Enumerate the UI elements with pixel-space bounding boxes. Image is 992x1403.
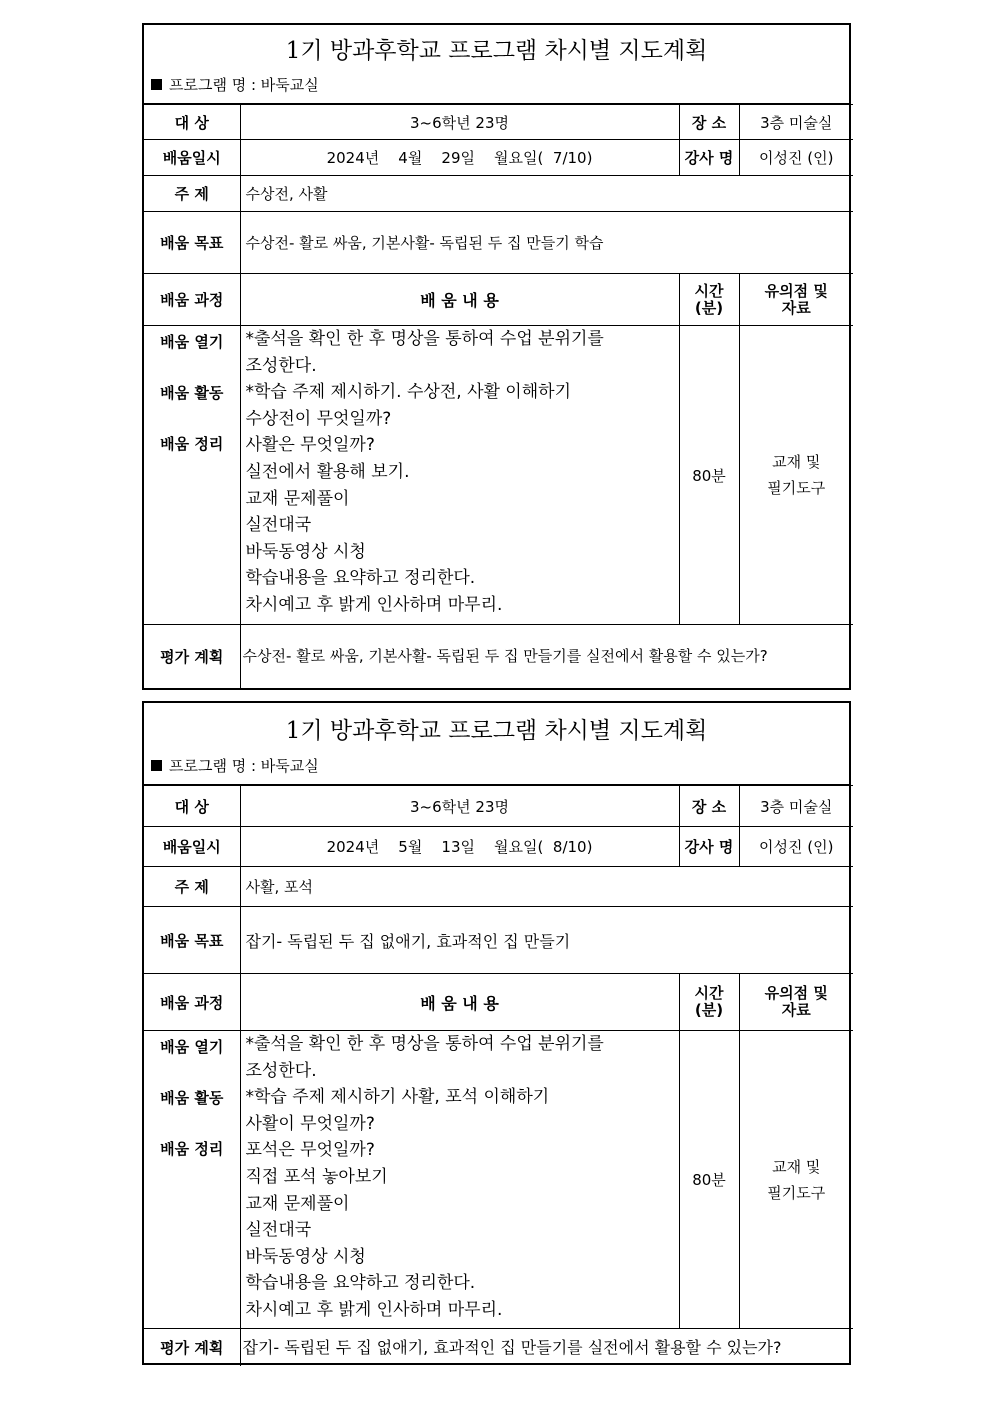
content-line: 실전대국 bbox=[245, 515, 312, 536]
materials bbox=[739, 326, 853, 625]
lesson-plan-2 bbox=[142, 701, 851, 1365]
time-header bbox=[679, 274, 739, 326]
step-labels bbox=[144, 1031, 240, 1329]
process-label: 배움 과정 bbox=[144, 274, 240, 326]
plan-header bbox=[144, 703, 849, 785]
content-line: 학습내용을 요약하고 정리한다. bbox=[245, 568, 476, 589]
eval-value: 수상전- 활로 싸움, 기본사활- 독립된 두 집 만들기를 실전에서 활용할 수 있는가? bbox=[240, 625, 853, 689]
content-line: 조성한다. bbox=[245, 1060, 317, 1081]
content-line: 바둑동영상 시청 bbox=[245, 541, 366, 562]
eval-label: 평가 계획 bbox=[144, 1329, 240, 1366]
goal-value: 잡기- 독립된 두 집 없애기, 효과적인 집 만들기 bbox=[240, 907, 853, 974]
step-opening: 배움 열기 bbox=[160, 333, 224, 351]
time-header-line2: (분) bbox=[694, 1001, 724, 1019]
target-value: 3~6학년 23명 bbox=[240, 786, 679, 827]
content-line: 직접 포석 놓아보기 bbox=[245, 1166, 388, 1187]
program-name bbox=[151, 755, 319, 776]
materials-line1: 교재 및 bbox=[772, 1157, 821, 1176]
content-line: 바둑동영상 시청 bbox=[245, 1246, 366, 1267]
date-value: 2024년 5월 13일 월요일( 8/10) bbox=[240, 827, 679, 867]
process-label: 배움 과정 bbox=[144, 974, 240, 1031]
eval-value: 잡기- 독립된 두 집 없애기, 효과적인 집 만들기를 실전에서 활용할 수 있는가? bbox=[240, 1329, 853, 1366]
content-line: 차시예고 후 밝게 인사하며 마무리. bbox=[245, 594, 503, 615]
notes-header-line1: 유의점 및 bbox=[764, 281, 828, 300]
time-header-line1: 시간 bbox=[694, 984, 724, 1002]
plan-table bbox=[144, 104, 853, 689]
content-line: 교재 문제풀이 bbox=[245, 488, 350, 509]
goal-label: 배움 목표 bbox=[144, 907, 240, 974]
content-line: *출석을 확인 한 후 명상을 통하여 수업 분위기를 bbox=[245, 1034, 604, 1054]
teacher-value: 이성진 (인) bbox=[739, 827, 853, 867]
program-name bbox=[151, 74, 319, 95]
step-wrapup: 배움 정리 bbox=[160, 435, 224, 453]
step-activity: 배움 활동 bbox=[160, 384, 224, 402]
content-line: 사활이 무엇일까? bbox=[245, 1113, 375, 1134]
date-value: 2024년 4월 29일 월요일( 7/10) bbox=[240, 140, 679, 176]
target-value: 3~6학년 23명 bbox=[240, 105, 679, 140]
notes-header-line2: 자료 bbox=[781, 1001, 811, 1019]
date-label: 배움일시 bbox=[144, 140, 240, 176]
step-wrapup: 배움 정리 bbox=[160, 1140, 224, 1158]
square-bullet-icon bbox=[151, 760, 162, 771]
time-header-line1: 시간 bbox=[694, 281, 724, 300]
time-value: 80분 bbox=[679, 326, 739, 625]
plan-table bbox=[144, 785, 853, 1366]
content-line: 학습내용을 요약하고 정리한다. bbox=[245, 1273, 476, 1294]
lesson-content bbox=[240, 326, 679, 625]
plan-title: 1기 방과후학교 프로그램 차시별 지도계획 bbox=[285, 718, 708, 744]
content-line: 사활은 무엇일까? bbox=[245, 435, 375, 456]
materials-line2: 필기도구 bbox=[767, 479, 826, 497]
lesson-plan-1 bbox=[142, 23, 851, 690]
content-line: 조성한다. bbox=[245, 355, 317, 376]
place-value: 3층 미술실 bbox=[739, 786, 853, 827]
lesson-content bbox=[240, 1031, 679, 1329]
content-header: 배 움 내 용 bbox=[240, 274, 679, 326]
target-label: 대 상 bbox=[144, 105, 240, 140]
notes-header-line1: 유의점 및 bbox=[764, 984, 828, 1002]
step-labels bbox=[144, 326, 240, 625]
teacher-label: 강사 명 bbox=[679, 827, 739, 867]
materials-line2: 필기도구 bbox=[767, 1183, 826, 1202]
notes-header-line2: 자료 bbox=[781, 298, 811, 317]
step-opening: 배움 열기 bbox=[160, 1038, 224, 1056]
eval-label: 평가 계획 bbox=[144, 625, 240, 689]
topic-value: 사활, 포석 bbox=[240, 867, 853, 907]
content-line: *학습 주제 제시하기. 수상전, 사활 이해하기 bbox=[245, 382, 572, 403]
teacher-label: 강사 명 bbox=[679, 140, 739, 176]
materials-line1: 교재 및 bbox=[772, 453, 821, 471]
notes-header bbox=[739, 274, 853, 326]
content-line: 수상전이 무엇일까? bbox=[245, 408, 392, 429]
place-label: 장 소 bbox=[679, 786, 739, 827]
time-value: 80분 bbox=[679, 1031, 739, 1329]
place-value: 3층 미술실 bbox=[739, 105, 853, 140]
step-activity: 배움 활동 bbox=[160, 1089, 224, 1107]
goal-label: 배움 목표 bbox=[144, 212, 240, 274]
notes-header bbox=[739, 974, 853, 1031]
square-bullet-icon bbox=[151, 79, 162, 90]
topic-label: 주 제 bbox=[144, 867, 240, 907]
content-line: 실전대국 bbox=[245, 1220, 312, 1241]
topic-label: 주 제 bbox=[144, 176, 240, 212]
program-name-text: 프로그램 명 : 바둑교실 bbox=[169, 757, 319, 775]
plan-title: 1기 방과후학교 프로그램 차시별 지도계획 bbox=[285, 38, 708, 64]
content-line: 실전에서 활용해 보기. bbox=[245, 461, 410, 482]
date-label: 배움일시 bbox=[144, 827, 240, 867]
program-name-text: 프로그램 명 : 바둑교실 bbox=[169, 76, 319, 94]
materials bbox=[739, 1031, 853, 1329]
content-line: *학습 주제 제시하기 사활, 포석 이해하기 bbox=[245, 1087, 550, 1108]
content-line: 포석은 무엇일까? bbox=[245, 1140, 375, 1161]
time-header bbox=[679, 974, 739, 1031]
content-line: 교재 문제풀이 bbox=[245, 1193, 350, 1214]
content-line: *출석을 확인 한 후 명상을 통하여 수업 분위기를 bbox=[245, 329, 604, 349]
content-line: 차시예고 후 밝게 인사하며 마무리. bbox=[245, 1299, 503, 1320]
time-header-line2: (분) bbox=[694, 298, 724, 317]
topic-value: 수상전, 사활 bbox=[240, 176, 853, 212]
target-label: 대 상 bbox=[144, 786, 240, 827]
content-header: 배 움 내 용 bbox=[240, 974, 679, 1031]
goal-value: 수상전- 활로 싸움, 기본사활- 독립된 두 집 만들기 학습 bbox=[240, 212, 853, 274]
place-label: 장 소 bbox=[679, 105, 739, 140]
plan-header bbox=[144, 25, 849, 104]
teacher-value: 이성진 (인) bbox=[739, 140, 853, 176]
